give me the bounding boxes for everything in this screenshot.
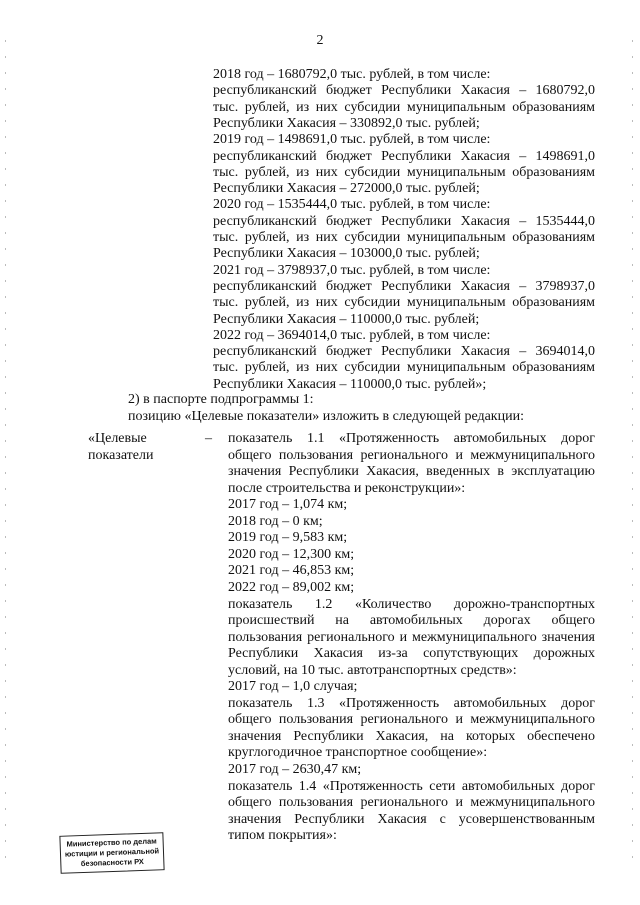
budget-text-line: Республики Хакасия – 330892,0 тыс. рублей; <box>213 115 480 131</box>
indicator-text-line: после строительства и реконструкции»: <box>228 480 466 496</box>
indicator-text-line: общего пользования регионального и межмуниципального <box>228 447 595 463</box>
left-label-line-2: показатели <box>88 448 154 463</box>
dash: – <box>205 431 212 446</box>
indicator-text-line: 2019 год – 9,583 км; <box>228 530 348 546</box>
indicator-text-line: общего пользования регионального и межмуниципального <box>228 712 595 728</box>
indicator-text-line: 2020 год – 12,300 км; <box>228 546 355 562</box>
budget-text-line: тыс. рублей, из них субсидии муниципальным образованиям <box>213 360 595 376</box>
budget-text-line: республиканский бюджет Республики Хакасия – 3694014,0 <box>213 344 595 360</box>
indicator-text-line: значения Республики Хакасия, введенных в эксплуатацию <box>228 464 595 480</box>
indicator-text-line: 2017 год – 1,0 случая; <box>228 679 358 695</box>
indicator-text-line: происшествий на автомобильных дорогах общего <box>228 613 595 629</box>
indicator-text-line: показатель 1.1 «Протяженность автомобильных дорог <box>228 431 595 446</box>
budget-text-line: тыс. рублей, из них субсидии муниципальным образованиям <box>213 164 595 180</box>
stamp-line: Министерство по делам <box>66 836 157 849</box>
budget-text-line: Республики Хакасия – 103000,0 тыс. рублей; <box>213 246 480 262</box>
indicator-text-line: 2022 год – 89,002 км; <box>228 579 355 595</box>
item-2-line: 2) в паспорте подпрограммы 1: <box>128 392 314 407</box>
page-number: 2 <box>316 33 324 48</box>
stamp-line: юстиции и региональной <box>64 846 160 859</box>
indicator-text-line: 2017 год – 2630,47 км; <box>228 762 362 777</box>
budget-text-line: тыс. рублей, из них субсидии муниципальным образованиям <box>213 99 595 115</box>
indicator-text-line: 2021 год – 46,853 км; <box>228 563 355 579</box>
indicator-text-line: 2017 год – 1,074 км; <box>228 497 348 513</box>
budget-text-line: 2018 год – 1680792,0 тыс. рублей, в том числе: <box>213 67 491 82</box>
budget-text-line: 2022 год – 3694014,0 тыс. рублей, в том числе: <box>213 327 491 343</box>
indicator-text-line: пользования регионального и межмуниципального значения <box>228 629 595 645</box>
stamp-line: безопасности РХ <box>80 856 145 869</box>
budget-text-line: республиканский бюджет Республики Хакасия – 1535444,0 <box>213 213 595 229</box>
budget-text-line: Республики Хакасия – 272000,0 тыс. рублей; <box>213 181 480 197</box>
budget-text-line: 2020 год – 1535444,0 тыс. рублей, в том числе: <box>213 197 491 213</box>
indicator-text-line: 2018 год – 0 км; <box>228 513 323 529</box>
left-label-line-1: «Целевые <box>88 431 147 446</box>
indicator-text-line: показатель 1.2 «Количество дорожно-транспортных <box>228 596 595 612</box>
indicator-text-line: условий, на 10 тыс. автотранспортных средств»: <box>228 662 517 678</box>
budget-text-line: 2021 год – 3798937,0 тыс. рублей, в том числе: <box>213 262 491 278</box>
budget-text-line: Республики Хакасия – 110000,0 тыс. рублей»; <box>213 376 487 392</box>
right-edge-dots <box>632 40 633 865</box>
budget-text-line: республиканский бюджет Республики Хакасия – 1680792,0 <box>213 83 595 99</box>
indicator-text-line: Республики Хакасия из-за сопутствующих дорожных <box>228 646 595 662</box>
indicator-text-line: типом покрытия»: <box>228 828 337 844</box>
budget-text-line: 2019 год – 1498691,0 тыс. рублей, в том числе: <box>213 132 491 148</box>
budget-text-line: тыс. рублей, из них субсидии муниципальным образованиям <box>213 295 595 311</box>
indicator-text-line: значения Республики Хакасия с усовершенствованным <box>228 811 595 827</box>
indicator-text-line: показатель 1.3 «Протяженность автомобильных дорог <box>228 695 595 711</box>
left-edge-dots <box>5 40 6 865</box>
indicator-text-line: круглогодичное транспортное сообщение»: <box>228 745 488 761</box>
indicator-text-line: значения Республики Хакасия, на которых обеспечено <box>228 728 595 744</box>
budget-text-line: республиканский бюджет Республики Хакасия – 1498691,0 <box>213 148 595 164</box>
position-line: позицию «Целевые показатели» изложить в следующей редакции: <box>128 409 524 424</box>
indicator-text-line: показатель 1.4 «Протяженность сети автомобильных дорог <box>228 778 595 794</box>
indicator-text-line: общего пользования регионального и межмуниципального <box>228 795 595 811</box>
ministry-stamp <box>59 832 164 874</box>
budget-text-line: Республики Хакасия – 110000,0 тыс. рублей; <box>213 311 480 327</box>
budget-text-line: республиканский бюджет Республики Хакасия – 3798937,0 <box>213 278 595 294</box>
budget-text-line: тыс. рублей, из них субсидии муниципальным образованиям <box>213 230 595 245</box>
